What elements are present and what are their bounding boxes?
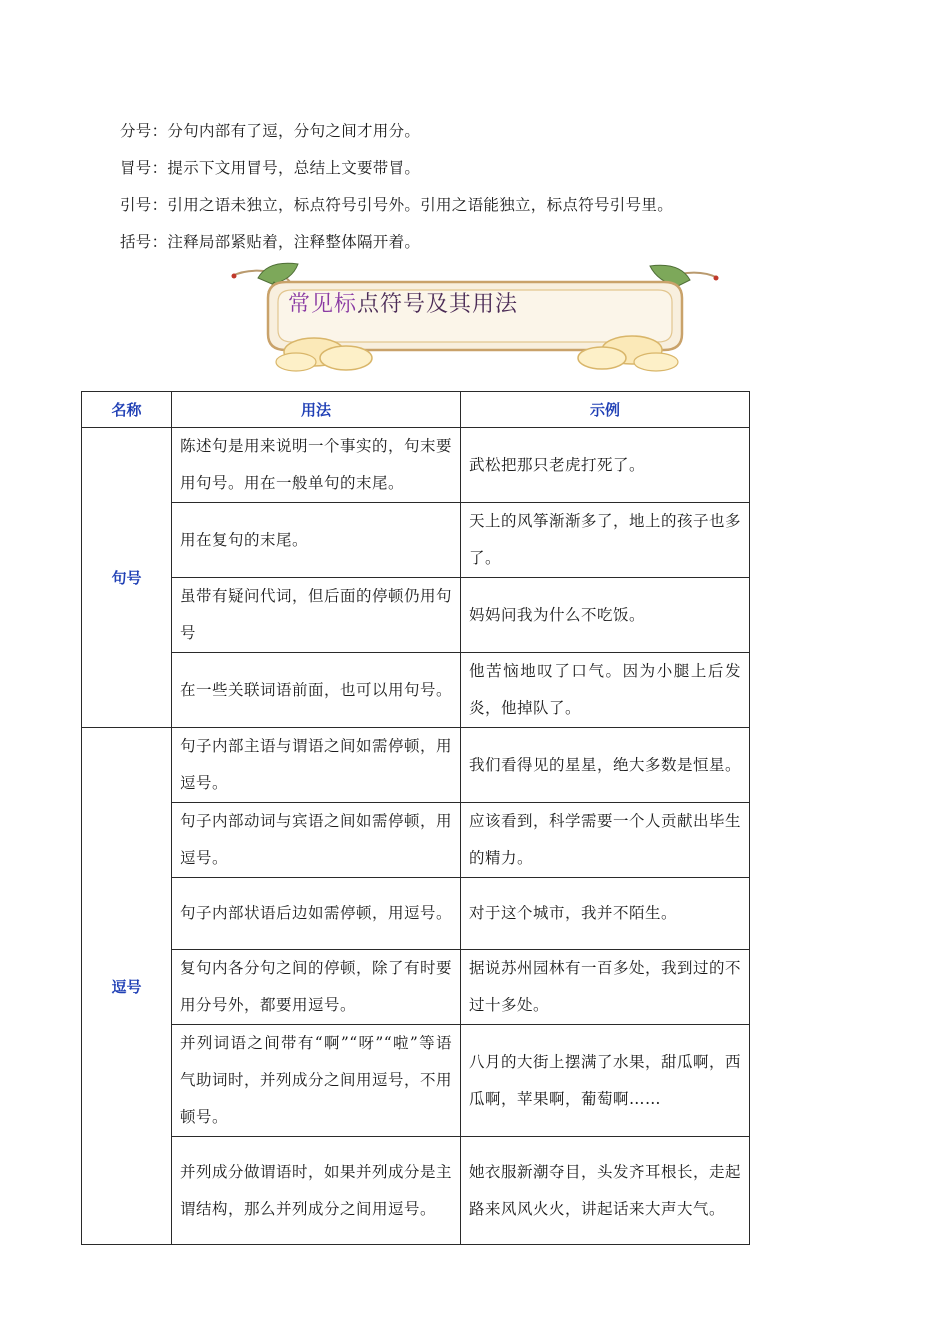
banner-title bbox=[288, 287, 518, 318]
banner-title-part-1: 常见标 bbox=[288, 292, 358, 317]
usage-cell: 陈述句是用来说明一个事实的，句末要用句号。用在一般单句的末尾。 bbox=[172, 428, 461, 503]
banner-title-part-3: 及其用法 bbox=[426, 292, 519, 317]
table-row bbox=[82, 950, 750, 1025]
table-row bbox=[82, 878, 750, 950]
table-header-row bbox=[82, 392, 750, 428]
intro-line-quotes: 引号：引用之语未独立，标点符号引号外。引用之语能独立，标点符号引号里。 bbox=[120, 196, 674, 214]
example-cell: 他苦恼地叹了口气。因为小腿上后发炎，他掉队了。 bbox=[461, 653, 750, 728]
example-cell: 她衣服新潮夺目，头发齐耳根长，走起路来风风火火，讲起话来大声大气。 bbox=[461, 1137, 750, 1245]
example-cell: 对于这个城市，我并不陌生。 bbox=[461, 878, 750, 950]
table-row bbox=[82, 428, 750, 503]
table-row bbox=[82, 653, 750, 728]
punctuation-usage-table bbox=[81, 391, 750, 1245]
usage-cell: 用在复句的末尾。 bbox=[172, 503, 461, 578]
header-example: 示例 bbox=[461, 392, 750, 428]
usage-cell: 句子内部动词与宾语之间如需停顿，用逗号。 bbox=[172, 803, 461, 878]
table-row bbox=[82, 728, 750, 803]
usage-cell: 并列词语之间带有“啊”“呀”“啦”等语气助词时，并列成分之间用逗号，不用顿号。 bbox=[172, 1025, 461, 1137]
example-cell: 我们看得见的星星，绝大多数是恒星。 bbox=[461, 728, 750, 803]
usage-cell: 虽带有疑问代词，但后面的停顿仍用句号 bbox=[172, 578, 461, 653]
header-usage: 用法 bbox=[172, 392, 461, 428]
punct-name-comma: 逗号 bbox=[82, 728, 172, 1245]
example-cell: 八月的大街上摆满了水果，甜瓜啊，西瓜啊，苹果啊，葡萄啊…… bbox=[461, 1025, 750, 1137]
banner-title-part-2: 点符号 bbox=[357, 292, 427, 317]
example-cell: 据说苏州园林有一百多处，我到过的不过十多处。 bbox=[461, 950, 750, 1025]
usage-cell: 句子内部主语与谓语之间如需停顿，用逗号。 bbox=[172, 728, 461, 803]
usage-cell: 句子内部状语后边如需停顿，用逗号。 bbox=[172, 878, 461, 950]
usage-cell: 并列成分做谓语时，如果并列成分是主谓结构，那么并列成分之间用逗号。 bbox=[172, 1137, 461, 1245]
usage-cell: 在一些关联词语前面，也可以用句号。 bbox=[172, 653, 461, 728]
header-name: 名称 bbox=[82, 392, 172, 428]
usage-cell: 复句内各分句之间的停顿，除了有时要用分号外，都要用逗号。 bbox=[172, 950, 461, 1025]
table-row bbox=[82, 803, 750, 878]
intro-line-colon: 冒号：提示下文用冒号，总结上文要带冒。 bbox=[120, 159, 421, 177]
table-row bbox=[82, 1137, 750, 1245]
intro-line-brackets: 括号：注释局部紧贴着，注释整体隔开着。 bbox=[120, 233, 421, 251]
example-cell: 武松把那只老虎打死了。 bbox=[461, 428, 750, 503]
punct-name-period: 句号 bbox=[82, 428, 172, 728]
table-row bbox=[82, 578, 750, 653]
intro-rules bbox=[120, 116, 840, 264]
example-cell: 妈妈问我为什么不吃饭。 bbox=[461, 578, 750, 653]
intro-line-semicolon: 分号：分句内部有了逗，分句之间才用分。 bbox=[120, 122, 421, 140]
table-row bbox=[82, 503, 750, 578]
example-cell: 应该看到，科学需要一个人贡献出毕生的精力。 bbox=[461, 803, 750, 878]
table-row bbox=[82, 1025, 750, 1137]
example-cell: 天上的风筝渐渐多了，地上的孩子也多了。 bbox=[461, 503, 750, 578]
